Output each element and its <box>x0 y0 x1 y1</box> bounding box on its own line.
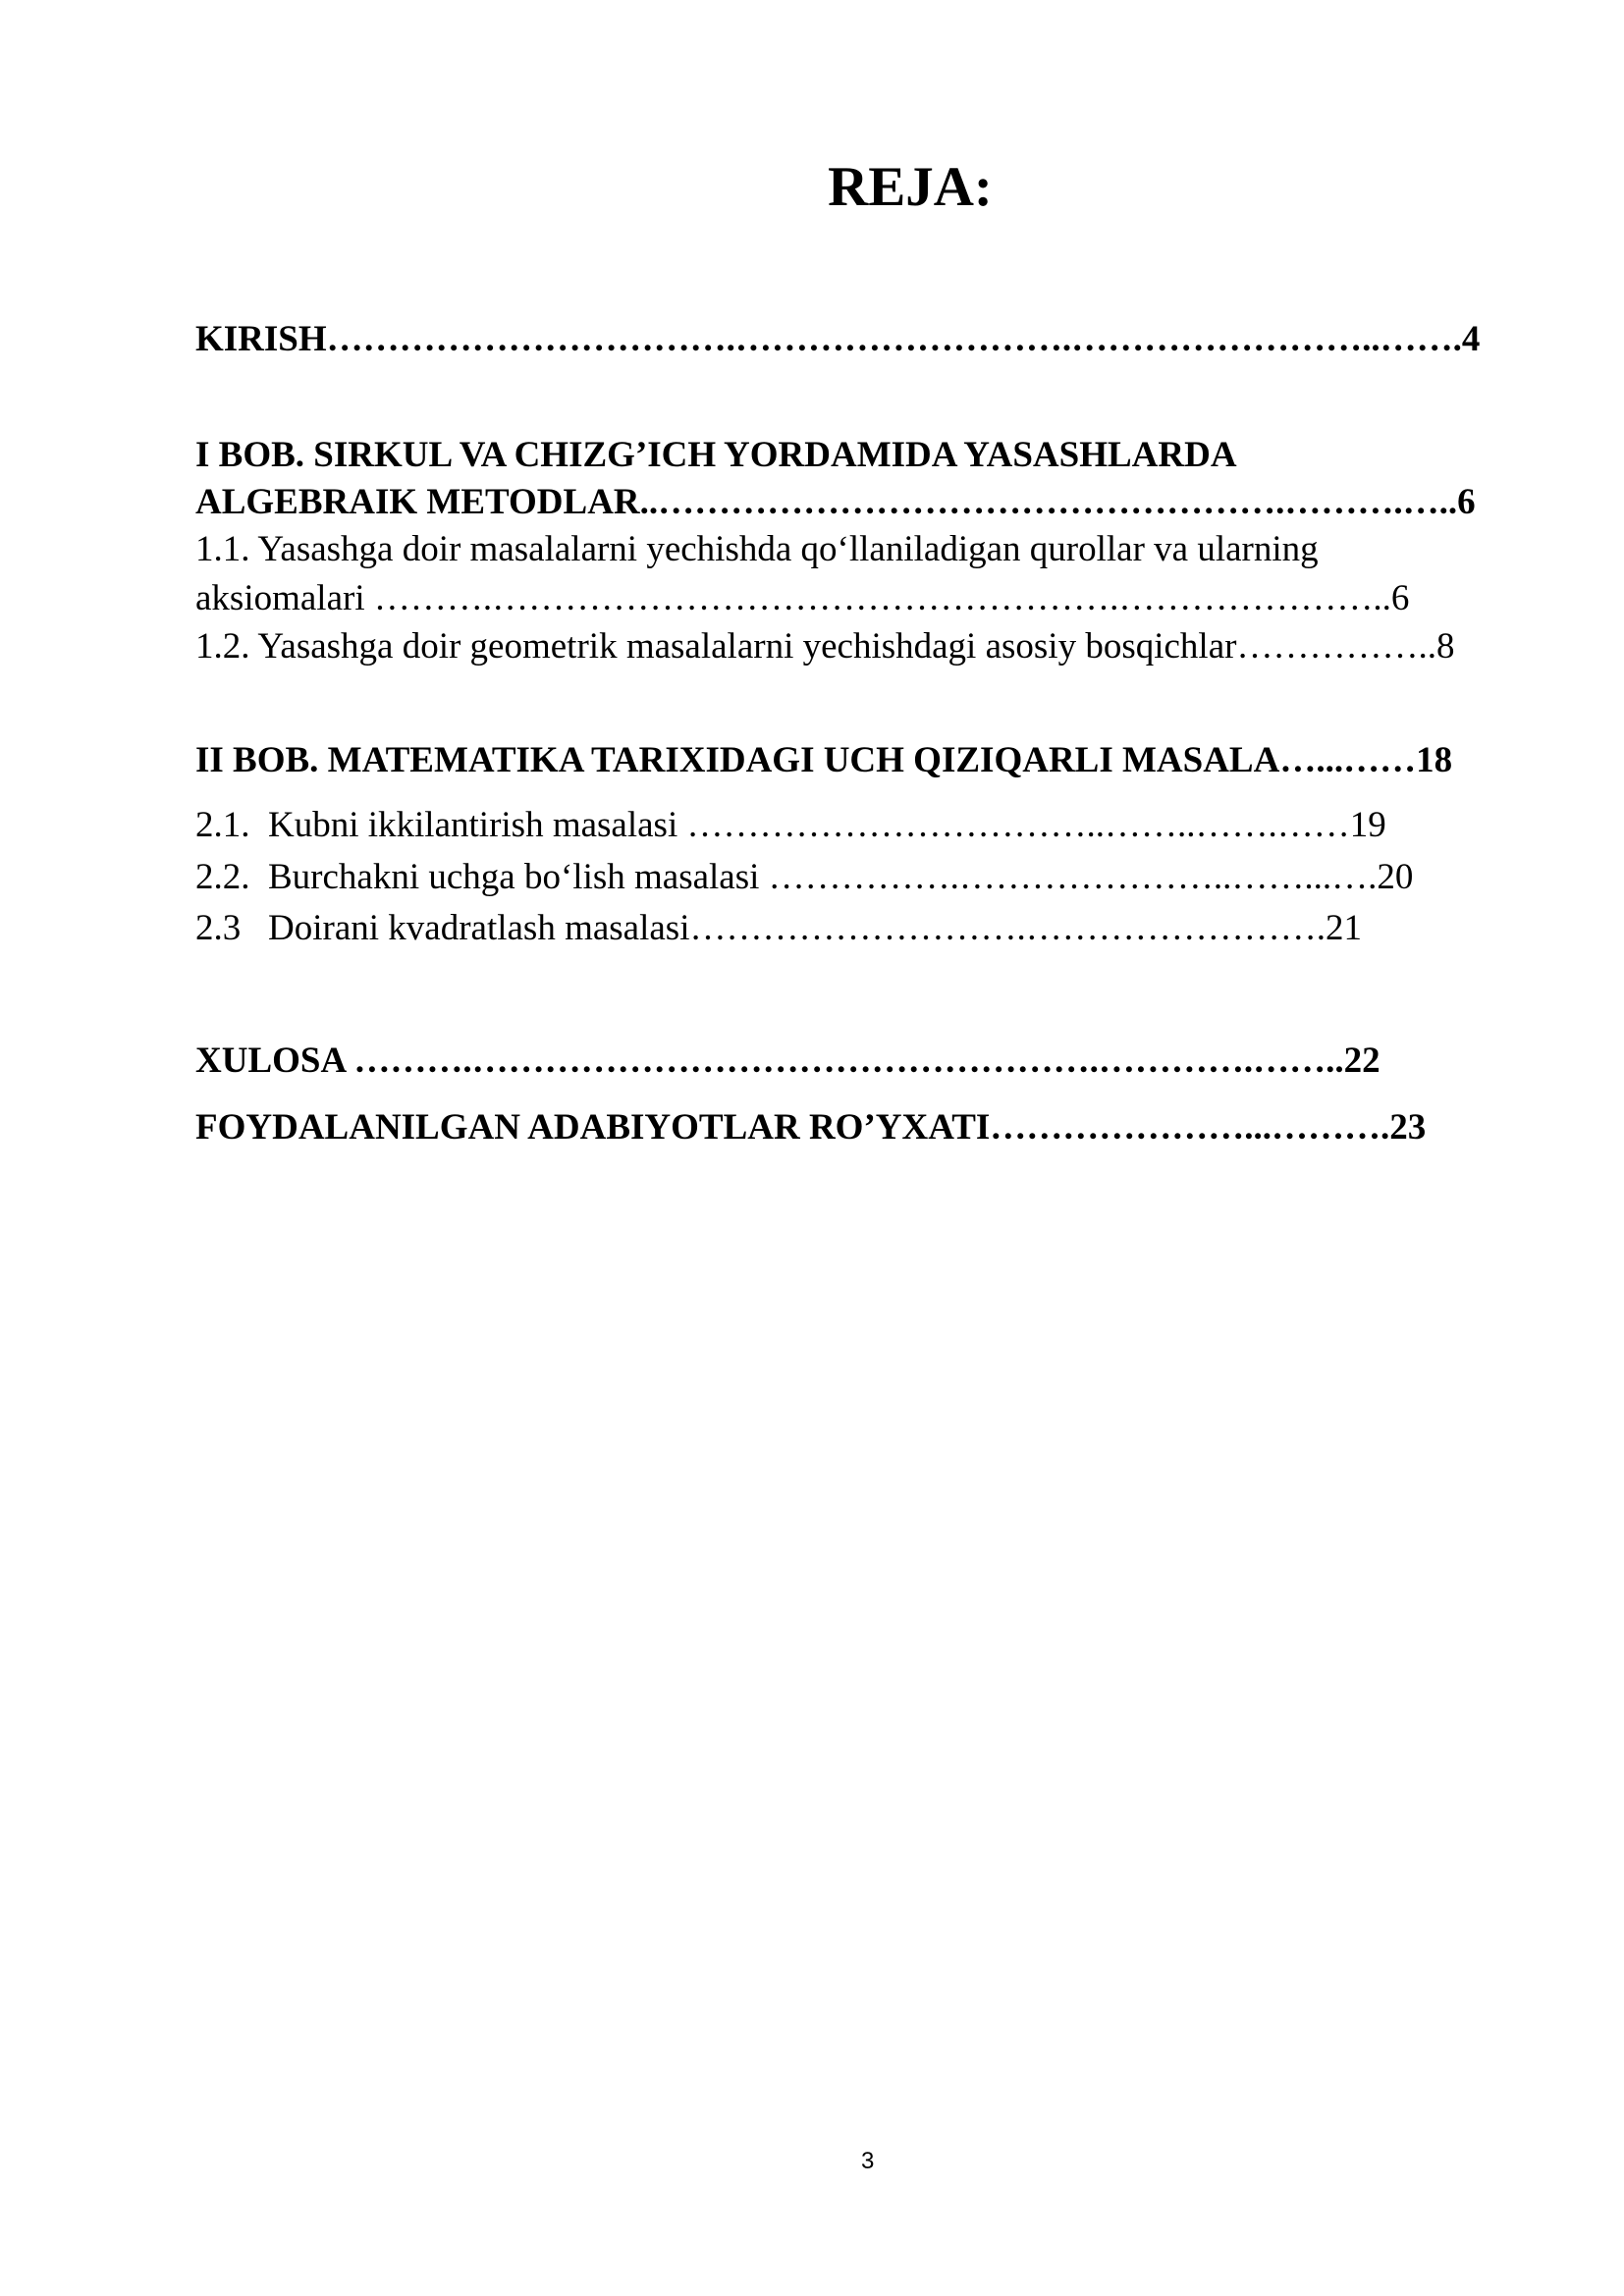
toc-entry-kirish: KIRISH…………………………….……………………….……………………..…….4 <box>195 319 1481 359</box>
toc-section-1-1-line-2: aksiomalari ……….…………………………………………….…………………..6 <box>195 578 1410 618</box>
toc-chapter-1-title-line-2: ALGEBRAIK METODLAR..…………………………………………….……….…..6 <box>195 482 1476 522</box>
toc-entry-adabiyotlar: FOYDALANILGAN ADABIYOTLAR RO’YXATI…………………...……….23 <box>195 1107 1427 1148</box>
page-number: 3 <box>861 2148 875 2174</box>
toc-section-1-2: 1.2. Yasashga doir geometrik masalalarni yechishdagi asosiy bosqichlar……………..8 <box>195 626 1455 667</box>
toc-section-2-2: 2.2. Burchakni uchga bo‘lish masalasi …………….…………………..……...….20 <box>195 857 1414 897</box>
toc-chapter-2-title: II BOB. MATEMATIKA TARIXIDAGI UCH QIZIQARLI MASALA…...……18 <box>195 740 1453 780</box>
toc-chapter-1-title-line-1: I BOB. SIRKUL VA CHIZG’ICH YORDAMIDA YASASHLARDA <box>195 435 1237 475</box>
page-title: REJA: <box>828 156 993 218</box>
toc-section-2-1: 2.1. Kubni ikkilantirish masalasi ……………………………..……..…….……19 <box>195 805 1386 845</box>
toc-section-2-3: 2.3 Doirani kvadratlash masalasi……………………….…………………….21 <box>195 908 1362 948</box>
toc-section-1-1-line-1: 1.1. Yasashga doir masalalarni yechishda qo‘llaniladigan qurollar va ularning <box>195 529 1319 569</box>
toc-entry-xulosa: XULOSA ……….…………………………………………….………….……..22 <box>195 1041 1380 1081</box>
